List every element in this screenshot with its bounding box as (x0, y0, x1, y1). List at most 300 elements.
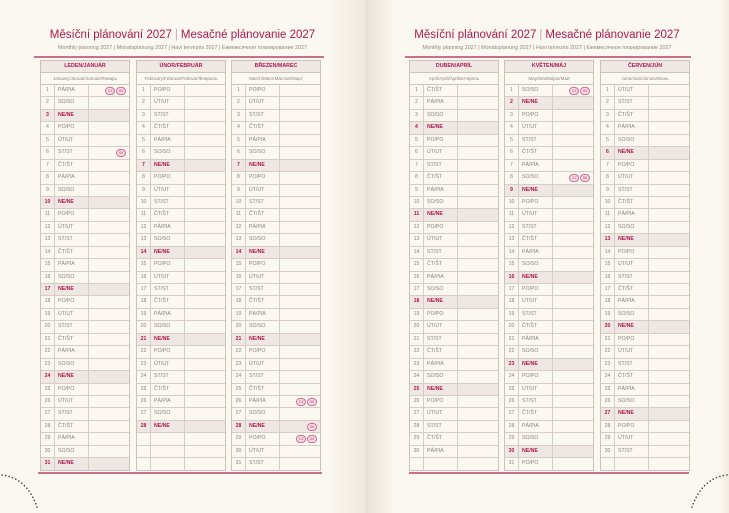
note-cell[interactable] (553, 147, 593, 158)
note-cell[interactable] (89, 197, 129, 208)
day-row[interactable] (505, 234, 593, 246)
day-row[interactable] (137, 185, 225, 197)
day-row[interactable] (137, 172, 225, 184)
day-row[interactable] (410, 85, 498, 97)
day-row[interactable] (601, 371, 689, 383)
day-row[interactable] (601, 359, 689, 371)
note-cell[interactable] (649, 433, 689, 444)
day-row[interactable] (410, 408, 498, 420)
note-cell[interactable] (280, 272, 320, 283)
day-row[interactable] (410, 122, 498, 134)
note-cell[interactable] (553, 371, 593, 382)
day-row[interactable] (232, 309, 320, 321)
day-row[interactable] (137, 135, 225, 147)
day-row[interactable] (41, 284, 129, 296)
day-row[interactable] (505, 85, 593, 97)
note-cell[interactable] (553, 160, 593, 171)
day-row[interactable] (505, 160, 593, 172)
day-row[interactable] (232, 458, 320, 469)
note-cell[interactable] (649, 272, 689, 283)
day-row[interactable] (137, 247, 225, 259)
note-cell[interactable] (185, 334, 225, 345)
note-cell[interactable] (458, 321, 498, 332)
note-cell[interactable] (649, 371, 689, 382)
day-row[interactable] (601, 222, 689, 234)
note-cell[interactable] (553, 247, 593, 258)
day-row[interactable] (137, 421, 225, 433)
note-cell[interactable] (553, 334, 593, 345)
note-cell[interactable] (458, 334, 498, 345)
day-row[interactable] (41, 122, 129, 134)
day-row[interactable] (137, 122, 225, 134)
day-row[interactable] (601, 147, 689, 159)
day-row[interactable] (41, 384, 129, 396)
day-row[interactable] (505, 147, 593, 159)
day-row[interactable] (137, 396, 225, 408)
note-cell[interactable] (553, 284, 593, 295)
day-row[interactable] (505, 334, 593, 346)
note-cell[interactable] (458, 160, 498, 171)
note-cell[interactable] (89, 359, 129, 370)
note-cell[interactable] (185, 147, 225, 158)
day-row[interactable] (232, 284, 320, 296)
note-cell[interactable] (458, 284, 498, 295)
day-row[interactable] (601, 135, 689, 147)
day-row[interactable] (137, 272, 225, 284)
day-row[interactable] (410, 135, 498, 147)
day-row[interactable] (41, 222, 129, 234)
note-cell[interactable] (89, 247, 129, 258)
note-cell[interactable] (280, 97, 320, 108)
day-row[interactable] (232, 384, 320, 396)
day-row[interactable] (601, 446, 689, 458)
day-row[interactable] (601, 209, 689, 221)
note-cell[interactable] (280, 321, 320, 332)
note-cell[interactable] (458, 309, 498, 320)
day-row[interactable] (41, 309, 129, 321)
day-row[interactable] (137, 110, 225, 122)
note-cell[interactable] (649, 359, 689, 370)
day-row[interactable] (505, 247, 593, 259)
note-cell[interactable] (553, 85, 593, 96)
day-row[interactable] (505, 371, 593, 383)
day-row[interactable] (232, 433, 320, 445)
day-row[interactable] (601, 122, 689, 134)
note-cell[interactable] (185, 110, 225, 121)
day-row[interactable] (41, 334, 129, 346)
note-cell[interactable] (280, 247, 320, 258)
note-cell[interactable] (649, 234, 689, 245)
note-cell[interactable] (280, 197, 320, 208)
day-row[interactable] (41, 446, 129, 458)
note-cell[interactable] (553, 421, 593, 432)
note-cell[interactable] (89, 433, 129, 444)
note-cell[interactable] (458, 371, 498, 382)
day-row[interactable] (410, 209, 498, 221)
day-row[interactable] (505, 446, 593, 458)
day-row[interactable] (505, 458, 593, 469)
day-row[interactable] (601, 284, 689, 296)
note-cell[interactable] (553, 321, 593, 332)
note-cell[interactable] (185, 97, 225, 108)
note-cell[interactable] (649, 384, 689, 395)
note-cell[interactable] (458, 346, 498, 357)
day-row[interactable] (41, 209, 129, 221)
day-row[interactable] (41, 160, 129, 172)
note-cell[interactable] (458, 147, 498, 158)
note-cell[interactable] (553, 185, 593, 196)
day-row[interactable] (410, 346, 498, 358)
day-row[interactable] (410, 247, 498, 259)
note-cell[interactable] (649, 321, 689, 332)
note-cell[interactable] (185, 359, 225, 370)
day-row[interactable] (410, 359, 498, 371)
note-cell[interactable] (458, 408, 498, 419)
day-row[interactable] (232, 185, 320, 197)
day-row[interactable] (232, 446, 320, 458)
note-cell[interactable] (649, 296, 689, 307)
day-row[interactable] (232, 147, 320, 159)
day-row[interactable] (137, 160, 225, 172)
day-row[interactable] (232, 321, 320, 333)
day-row[interactable] (410, 197, 498, 209)
note-cell[interactable] (185, 185, 225, 196)
note-cell[interactable] (553, 209, 593, 220)
note-cell[interactable] (89, 234, 129, 245)
note-cell[interactable] (649, 284, 689, 295)
day-row[interactable] (232, 97, 320, 109)
day-row[interactable] (41, 147, 129, 159)
day-row[interactable] (601, 85, 689, 97)
note-cell[interactable] (553, 309, 593, 320)
day-row[interactable] (601, 334, 689, 346)
day-row[interactable] (601, 172, 689, 184)
note-cell[interactable] (89, 122, 129, 133)
note-cell[interactable] (185, 160, 225, 171)
day-row[interactable] (410, 396, 498, 408)
note-cell[interactable] (89, 172, 129, 183)
day-row[interactable] (410, 371, 498, 383)
note-cell[interactable] (649, 197, 689, 208)
note-cell[interactable] (89, 408, 129, 419)
note-cell[interactable] (280, 446, 320, 457)
day-row[interactable] (232, 359, 320, 371)
day-row[interactable] (505, 321, 593, 333)
note-cell[interactable] (185, 197, 225, 208)
day-row[interactable] (232, 346, 320, 358)
note-cell[interactable] (649, 309, 689, 320)
day-row[interactable] (137, 296, 225, 308)
note-cell[interactable] (89, 334, 129, 345)
day-row[interactable] (232, 122, 320, 134)
day-row[interactable] (232, 110, 320, 122)
day-row[interactable] (232, 396, 320, 408)
note-cell[interactable] (649, 259, 689, 270)
day-row[interactable] (410, 172, 498, 184)
day-row[interactable] (41, 433, 129, 445)
day-row[interactable] (41, 396, 129, 408)
day-row[interactable] (137, 97, 225, 109)
note-cell[interactable] (280, 85, 320, 96)
note-cell[interactable] (89, 346, 129, 357)
note-cell[interactable] (649, 147, 689, 158)
day-row[interactable] (232, 371, 320, 383)
note-cell[interactable] (553, 259, 593, 270)
day-row[interactable] (137, 234, 225, 246)
note-cell[interactable] (458, 85, 498, 96)
day-row[interactable] (232, 222, 320, 234)
note-cell[interactable] (280, 384, 320, 395)
day-row[interactable] (505, 209, 593, 221)
note-cell[interactable] (89, 296, 129, 307)
day-row[interactable] (232, 247, 320, 259)
day-row[interactable] (410, 147, 498, 159)
day-row[interactable] (41, 135, 129, 147)
note-cell[interactable] (185, 396, 225, 407)
day-row[interactable] (137, 371, 225, 383)
day-row[interactable] (601, 185, 689, 197)
day-row[interactable] (601, 97, 689, 109)
note-cell[interactable] (185, 384, 225, 395)
note-cell[interactable] (185, 259, 225, 270)
note-cell[interactable] (280, 209, 320, 220)
note-cell[interactable] (553, 172, 593, 183)
day-row[interactable] (232, 421, 320, 433)
day-row[interactable] (41, 185, 129, 197)
day-row[interactable] (601, 384, 689, 396)
day-row[interactable] (410, 421, 498, 433)
day-row[interactable] (601, 309, 689, 321)
day-row[interactable] (137, 222, 225, 234)
day-row[interactable] (505, 122, 593, 134)
note-cell[interactable] (185, 346, 225, 357)
day-row[interactable] (601, 346, 689, 358)
note-cell[interactable] (185, 321, 225, 332)
day-row[interactable] (41, 458, 129, 469)
day-row[interactable] (137, 284, 225, 296)
day-row[interactable] (41, 259, 129, 271)
note-cell[interactable] (280, 234, 320, 245)
day-row[interactable] (232, 234, 320, 246)
note-cell[interactable] (649, 408, 689, 419)
note-cell[interactable] (553, 396, 593, 407)
day-row[interactable] (505, 222, 593, 234)
note-cell[interactable] (280, 458, 320, 469)
day-row[interactable] (410, 284, 498, 296)
note-cell[interactable] (553, 433, 593, 444)
note-cell[interactable] (458, 122, 498, 133)
note-cell[interactable] (649, 122, 689, 133)
day-row[interactable] (137, 147, 225, 159)
day-row[interactable] (505, 197, 593, 209)
day-row[interactable] (410, 296, 498, 308)
note-cell[interactable] (649, 247, 689, 258)
note-cell[interactable] (280, 185, 320, 196)
day-row[interactable] (137, 384, 225, 396)
note-cell[interactable] (185, 222, 225, 233)
day-row[interactable] (137, 85, 225, 97)
day-row[interactable] (137, 259, 225, 271)
note-cell[interactable] (553, 135, 593, 146)
day-row[interactable] (137, 321, 225, 333)
day-row[interactable] (601, 234, 689, 246)
note-cell[interactable] (89, 85, 129, 96)
note-cell[interactable] (185, 172, 225, 183)
day-row[interactable] (505, 309, 593, 321)
note-cell[interactable] (280, 346, 320, 357)
note-cell[interactable] (458, 296, 498, 307)
note-cell[interactable] (553, 346, 593, 357)
note-cell[interactable] (185, 209, 225, 220)
note-cell[interactable] (89, 321, 129, 332)
note-cell[interactable] (89, 259, 129, 270)
day-row[interactable] (41, 172, 129, 184)
note-cell[interactable] (458, 247, 498, 258)
note-cell[interactable] (458, 209, 498, 220)
day-row[interactable] (41, 408, 129, 420)
note-cell[interactable] (280, 334, 320, 345)
note-cell[interactable] (458, 197, 498, 208)
day-row[interactable] (601, 396, 689, 408)
note-cell[interactable] (553, 272, 593, 283)
day-row[interactable] (601, 433, 689, 445)
note-cell[interactable] (89, 147, 129, 158)
note-cell[interactable] (458, 222, 498, 233)
day-row[interactable] (410, 272, 498, 284)
note-cell[interactable] (649, 421, 689, 432)
day-row[interactable] (232, 296, 320, 308)
note-cell[interactable] (649, 97, 689, 108)
note-cell[interactable] (280, 259, 320, 270)
day-row[interactable] (41, 371, 129, 383)
day-row[interactable] (505, 284, 593, 296)
note-cell[interactable] (89, 222, 129, 233)
day-row[interactable] (232, 209, 320, 221)
note-cell[interactable] (649, 85, 689, 96)
day-row[interactable] (601, 321, 689, 333)
day-row[interactable] (410, 321, 498, 333)
note-cell[interactable] (280, 396, 320, 407)
note-cell[interactable] (649, 209, 689, 220)
note-cell[interactable] (89, 446, 129, 457)
note-cell[interactable] (280, 421, 320, 432)
note-cell[interactable] (649, 172, 689, 183)
note-cell[interactable] (185, 408, 225, 419)
day-row[interactable] (41, 97, 129, 109)
note-cell[interactable] (185, 421, 225, 432)
note-cell[interactable] (458, 384, 498, 395)
day-row[interactable] (137, 346, 225, 358)
note-cell[interactable] (553, 296, 593, 307)
day-row[interactable] (41, 296, 129, 308)
day-row[interactable] (505, 97, 593, 109)
day-row[interactable] (232, 334, 320, 346)
day-row[interactable] (601, 160, 689, 172)
note-cell[interactable] (553, 110, 593, 121)
note-cell[interactable] (185, 309, 225, 320)
note-cell[interactable] (280, 172, 320, 183)
note-cell[interactable] (553, 458, 593, 469)
day-row[interactable] (41, 359, 129, 371)
note-cell[interactable] (649, 222, 689, 233)
note-cell[interactable] (280, 122, 320, 133)
note-cell[interactable] (649, 110, 689, 121)
day-row[interactable] (232, 408, 320, 420)
note-cell[interactable] (89, 97, 129, 108)
day-row[interactable] (601, 421, 689, 433)
day-row[interactable] (232, 85, 320, 97)
day-row[interactable] (41, 247, 129, 259)
note-cell[interactable] (185, 85, 225, 96)
note-cell[interactable] (458, 421, 498, 432)
day-row[interactable] (41, 197, 129, 209)
note-cell[interactable] (185, 234, 225, 245)
note-cell[interactable] (553, 222, 593, 233)
day-row[interactable] (601, 408, 689, 420)
day-row[interactable] (41, 421, 129, 433)
day-row[interactable] (41, 234, 129, 246)
note-cell[interactable] (280, 359, 320, 370)
day-row[interactable] (137, 334, 225, 346)
day-row[interactable] (41, 321, 129, 333)
day-row[interactable] (410, 110, 498, 122)
day-row[interactable] (505, 259, 593, 271)
note-cell[interactable] (280, 309, 320, 320)
day-row[interactable] (505, 384, 593, 396)
note-cell[interactable] (458, 135, 498, 146)
note-cell[interactable] (649, 135, 689, 146)
note-cell[interactable] (280, 433, 320, 444)
day-row[interactable] (505, 185, 593, 197)
day-row[interactable] (41, 346, 129, 358)
day-row[interactable] (505, 346, 593, 358)
note-cell[interactable] (553, 446, 593, 457)
note-cell[interactable] (89, 384, 129, 395)
day-row[interactable] (410, 446, 498, 458)
day-row[interactable] (505, 421, 593, 433)
note-cell[interactable] (89, 421, 129, 432)
note-cell[interactable] (280, 296, 320, 307)
note-cell[interactable] (649, 185, 689, 196)
day-row[interactable] (137, 197, 225, 209)
day-row[interactable] (601, 259, 689, 271)
day-row[interactable] (505, 359, 593, 371)
day-row[interactable] (410, 222, 498, 234)
day-row[interactable] (601, 296, 689, 308)
day-row[interactable] (232, 272, 320, 284)
note-cell[interactable] (185, 135, 225, 146)
note-cell[interactable] (185, 247, 225, 258)
note-cell[interactable] (458, 110, 498, 121)
note-cell[interactable] (89, 160, 129, 171)
day-row[interactable] (232, 197, 320, 209)
note-cell[interactable] (458, 396, 498, 407)
note-cell[interactable] (89, 209, 129, 220)
note-cell[interactable] (280, 160, 320, 171)
day-row[interactable] (41, 110, 129, 122)
note-cell[interactable] (553, 384, 593, 395)
day-row[interactable] (410, 384, 498, 396)
note-cell[interactable] (185, 122, 225, 133)
note-cell[interactable] (458, 185, 498, 196)
note-cell[interactable] (89, 458, 129, 469)
day-row[interactable] (505, 296, 593, 308)
day-row[interactable] (232, 135, 320, 147)
note-cell[interactable] (458, 272, 498, 283)
day-row[interactable] (232, 172, 320, 184)
note-cell[interactable] (553, 408, 593, 419)
note-cell[interactable] (649, 396, 689, 407)
